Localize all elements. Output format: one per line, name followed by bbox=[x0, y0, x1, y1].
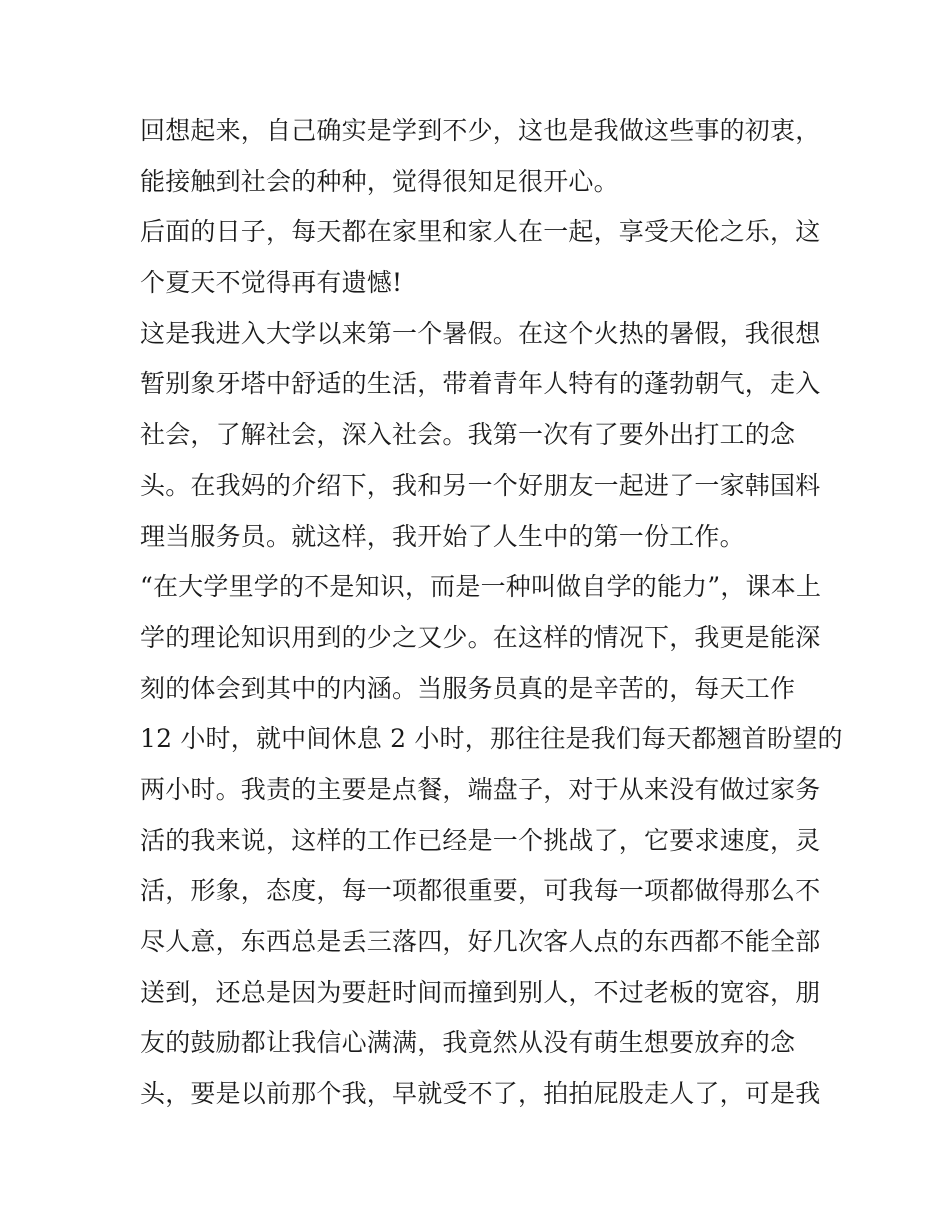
text-line: 活，形象，态度，每一项都很重要，可我每一项都做得那么不 bbox=[140, 876, 821, 906]
text-line: 刻的体会到其中的内涵。当服务员真的是辛苦的，每天工作 bbox=[140, 673, 796, 703]
text-line: 这是我进入大学以来第一个暑假。在这个火热的暑假，我很想 bbox=[140, 318, 821, 348]
text-line: 友的鼓励都让我信心满满，我竟然从没有萌生想要放弃的念 bbox=[140, 1028, 796, 1058]
body-text bbox=[140, 106, 843, 1120]
text-line: 12 小时，就中间休息 2 小时，那往往是我们每天都翘首盼望的 bbox=[140, 724, 843, 754]
text-line: “在大学里学的不是知识，而是一种叫做自学的能力”，课本上 bbox=[140, 572, 822, 602]
text-line: 尽人意，东西总是丢三落四，好几次客人点的东西都不能全部 bbox=[140, 927, 821, 956]
text-line: 能接触到社会的种种，觉得很知足很开心。 bbox=[140, 166, 619, 196]
text-line: 个夏天不觉得再有遗憾! bbox=[140, 268, 403, 298]
text-line: 回想起来，自己确实是学到不少，这也是我做这些事的初衷， bbox=[140, 116, 821, 145]
text-line: 理当服务员。就这样，我开始了人生中的第一份工作。 bbox=[140, 521, 745, 551]
text-line: 活的我来说，这样的工作已经是一个挑战了，它要求速度，灵 bbox=[140, 825, 821, 855]
text-line: 两小时。我责的主要是点餐，端盘子，对于从来没有做过家务 bbox=[140, 774, 821, 804]
text-line: 暂别象牙塔中舒适的生活，带着青年人特有的蓬勃朝气，走入 bbox=[140, 369, 821, 399]
text-line: 送到，还总是因为要赶时间而撞到别人，不过老板的宽容，朋 bbox=[140, 977, 821, 1007]
text-line: 后面的日子，每天都在家里和家人在一起，享受天伦之乐，这 bbox=[140, 217, 821, 247]
text-line: 头。在我妈的介绍下，我和另一个好朋友一起进了一家韩国料 bbox=[140, 470, 821, 500]
text-line: 头，要是以前那个我，早就受不了，拍拍屁股走人了，可是我 bbox=[140, 1079, 821, 1109]
text-line: 社会，了解社会，深入社会。我第一次有了要外出打工的念 bbox=[140, 420, 796, 450]
text-line: 学的理论知识用到的少之又少。在这样的情况下，我更是能深 bbox=[140, 622, 821, 652]
